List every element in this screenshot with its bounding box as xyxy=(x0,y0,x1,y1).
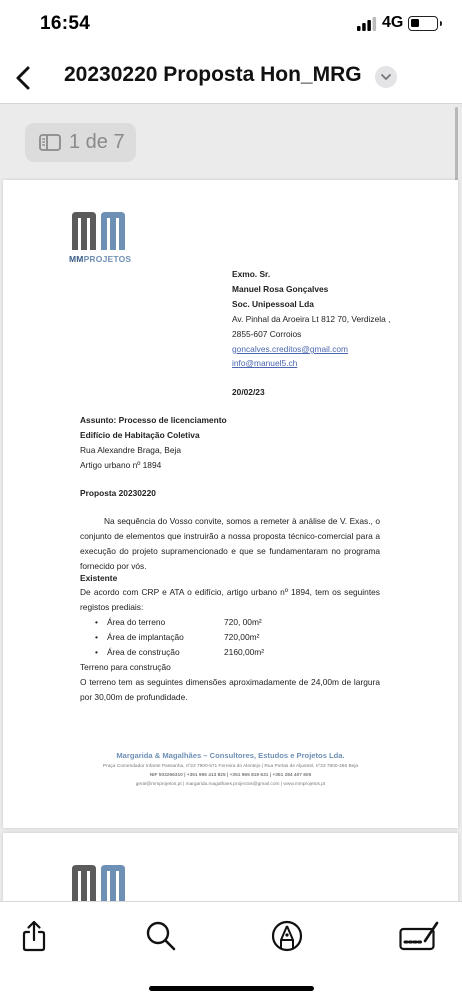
subject-line: Edifício de Habitação Coletiva xyxy=(80,430,200,440)
mm-projetos-logo xyxy=(70,210,130,250)
search-icon[interactable] xyxy=(144,919,178,953)
recipient-company: Soc. Unipessoal Lda xyxy=(232,299,314,309)
recipient-email-link[interactable]: info@manuel5.ch xyxy=(232,358,298,368)
footer-phones: NIF 503266310 | +351 965 413 825 | +351 965 819 631 | +351 284 407 605 xyxy=(149,773,312,778)
area-value: 720,00m² xyxy=(224,632,260,642)
recipient-email-link[interactable]: goncalves.creditos@gmail.com xyxy=(232,344,349,354)
intro-paragraph: Na sequência do Vosso convite, somos a remeter à análise de V. Exas., o conjunto de elementos que instruirão a nossa proposta técnico-comercial para a execução do projeto supramencionado e que se fundamentaram no programa fornecido por vós. xyxy=(80,516,380,571)
recipient-address-line2: 2855-607 Corroios xyxy=(232,329,302,339)
document-page xyxy=(3,833,458,901)
document-viewer[interactable] xyxy=(0,105,462,901)
home-indicator xyxy=(149,986,314,991)
bullet-icon: • xyxy=(95,647,98,657)
land-note: Terreno para construção xyxy=(80,662,171,672)
footer-company: Margarida & Magalhães – Consultores, Estudos e Projetos Lda. xyxy=(116,751,345,760)
subject-line: Assunto: Processo de licenciamento xyxy=(80,415,227,425)
signature-icon[interactable] xyxy=(399,919,439,953)
battery-icon xyxy=(408,16,438,31)
area-value: 2160,00m² xyxy=(224,647,265,657)
status-time: 16:54 xyxy=(40,13,91,34)
footer-address: Praça Comendador Infante Passanha, nº22 7900-571 Ferreira do Alentejo | Rua Portas de Aljustrel, nº23 7800-466 Beja xyxy=(102,764,359,769)
bottom-toolbar xyxy=(0,901,462,1000)
navigation-bar xyxy=(0,52,462,104)
area-label: Área do terreno xyxy=(107,617,166,627)
document-page xyxy=(3,180,458,828)
page-counter[interactable] xyxy=(25,123,136,162)
share-icon[interactable] xyxy=(17,919,51,953)
existing-heading: Existente xyxy=(80,573,118,583)
status-bar xyxy=(0,0,462,52)
recipient-address-line1: Av. Pinhal da Aroeira Lt 812 70, Verdizela , xyxy=(232,314,391,324)
bullet-icon: • xyxy=(95,632,98,642)
bullet-icon: • xyxy=(95,617,98,627)
dimensions-paragraph: O terreno tem as seguintes dimensões aproximadamente de 24,00m de largura por 30,00m de profundidade. xyxy=(80,677,380,702)
page-counter-label: 1 de 7 xyxy=(69,131,125,153)
subject-line: Rua Alexandre Braga, Beja xyxy=(80,445,182,455)
footer-emails: geral@mmprojetos.pt | margarida.magalhaes.projectos@gmail.com | www.mmprojetos.pt xyxy=(135,782,326,787)
battery-level xyxy=(411,19,419,27)
markup-icon[interactable] xyxy=(270,919,304,953)
mm-projetos-logo xyxy=(70,863,130,901)
chevron-down-icon[interactable] xyxy=(375,66,397,88)
area-value: 720, 00m² xyxy=(224,617,262,627)
area-label: Área de implantação xyxy=(107,632,184,642)
recipient-salutation: Exmo. Sr. xyxy=(232,269,271,279)
subject-line: Artigo urbano nº 1894 xyxy=(80,460,162,470)
network-type: 4G xyxy=(382,14,404,31)
logo-text: MMPROJETOS xyxy=(69,254,132,264)
back-chevron-icon[interactable] xyxy=(8,60,44,96)
area-label: Área de construção xyxy=(107,647,180,657)
cellular-signal-icon xyxy=(357,17,377,31)
proposal-title: Proposta 20230220 xyxy=(80,488,156,498)
existing-paragraph: De acordo com CRP e ATA o edifício, artigo urbano nº 1894, tem os seguintes registos prediais: xyxy=(80,587,380,612)
recipient-name: Manuel Rosa Gonçalves xyxy=(232,284,329,294)
sidebar-icon xyxy=(39,134,61,151)
document-title[interactable]: 20230220 Proposta Hon_MRG xyxy=(64,63,362,86)
letter-date: 20/02/23 xyxy=(232,387,265,397)
